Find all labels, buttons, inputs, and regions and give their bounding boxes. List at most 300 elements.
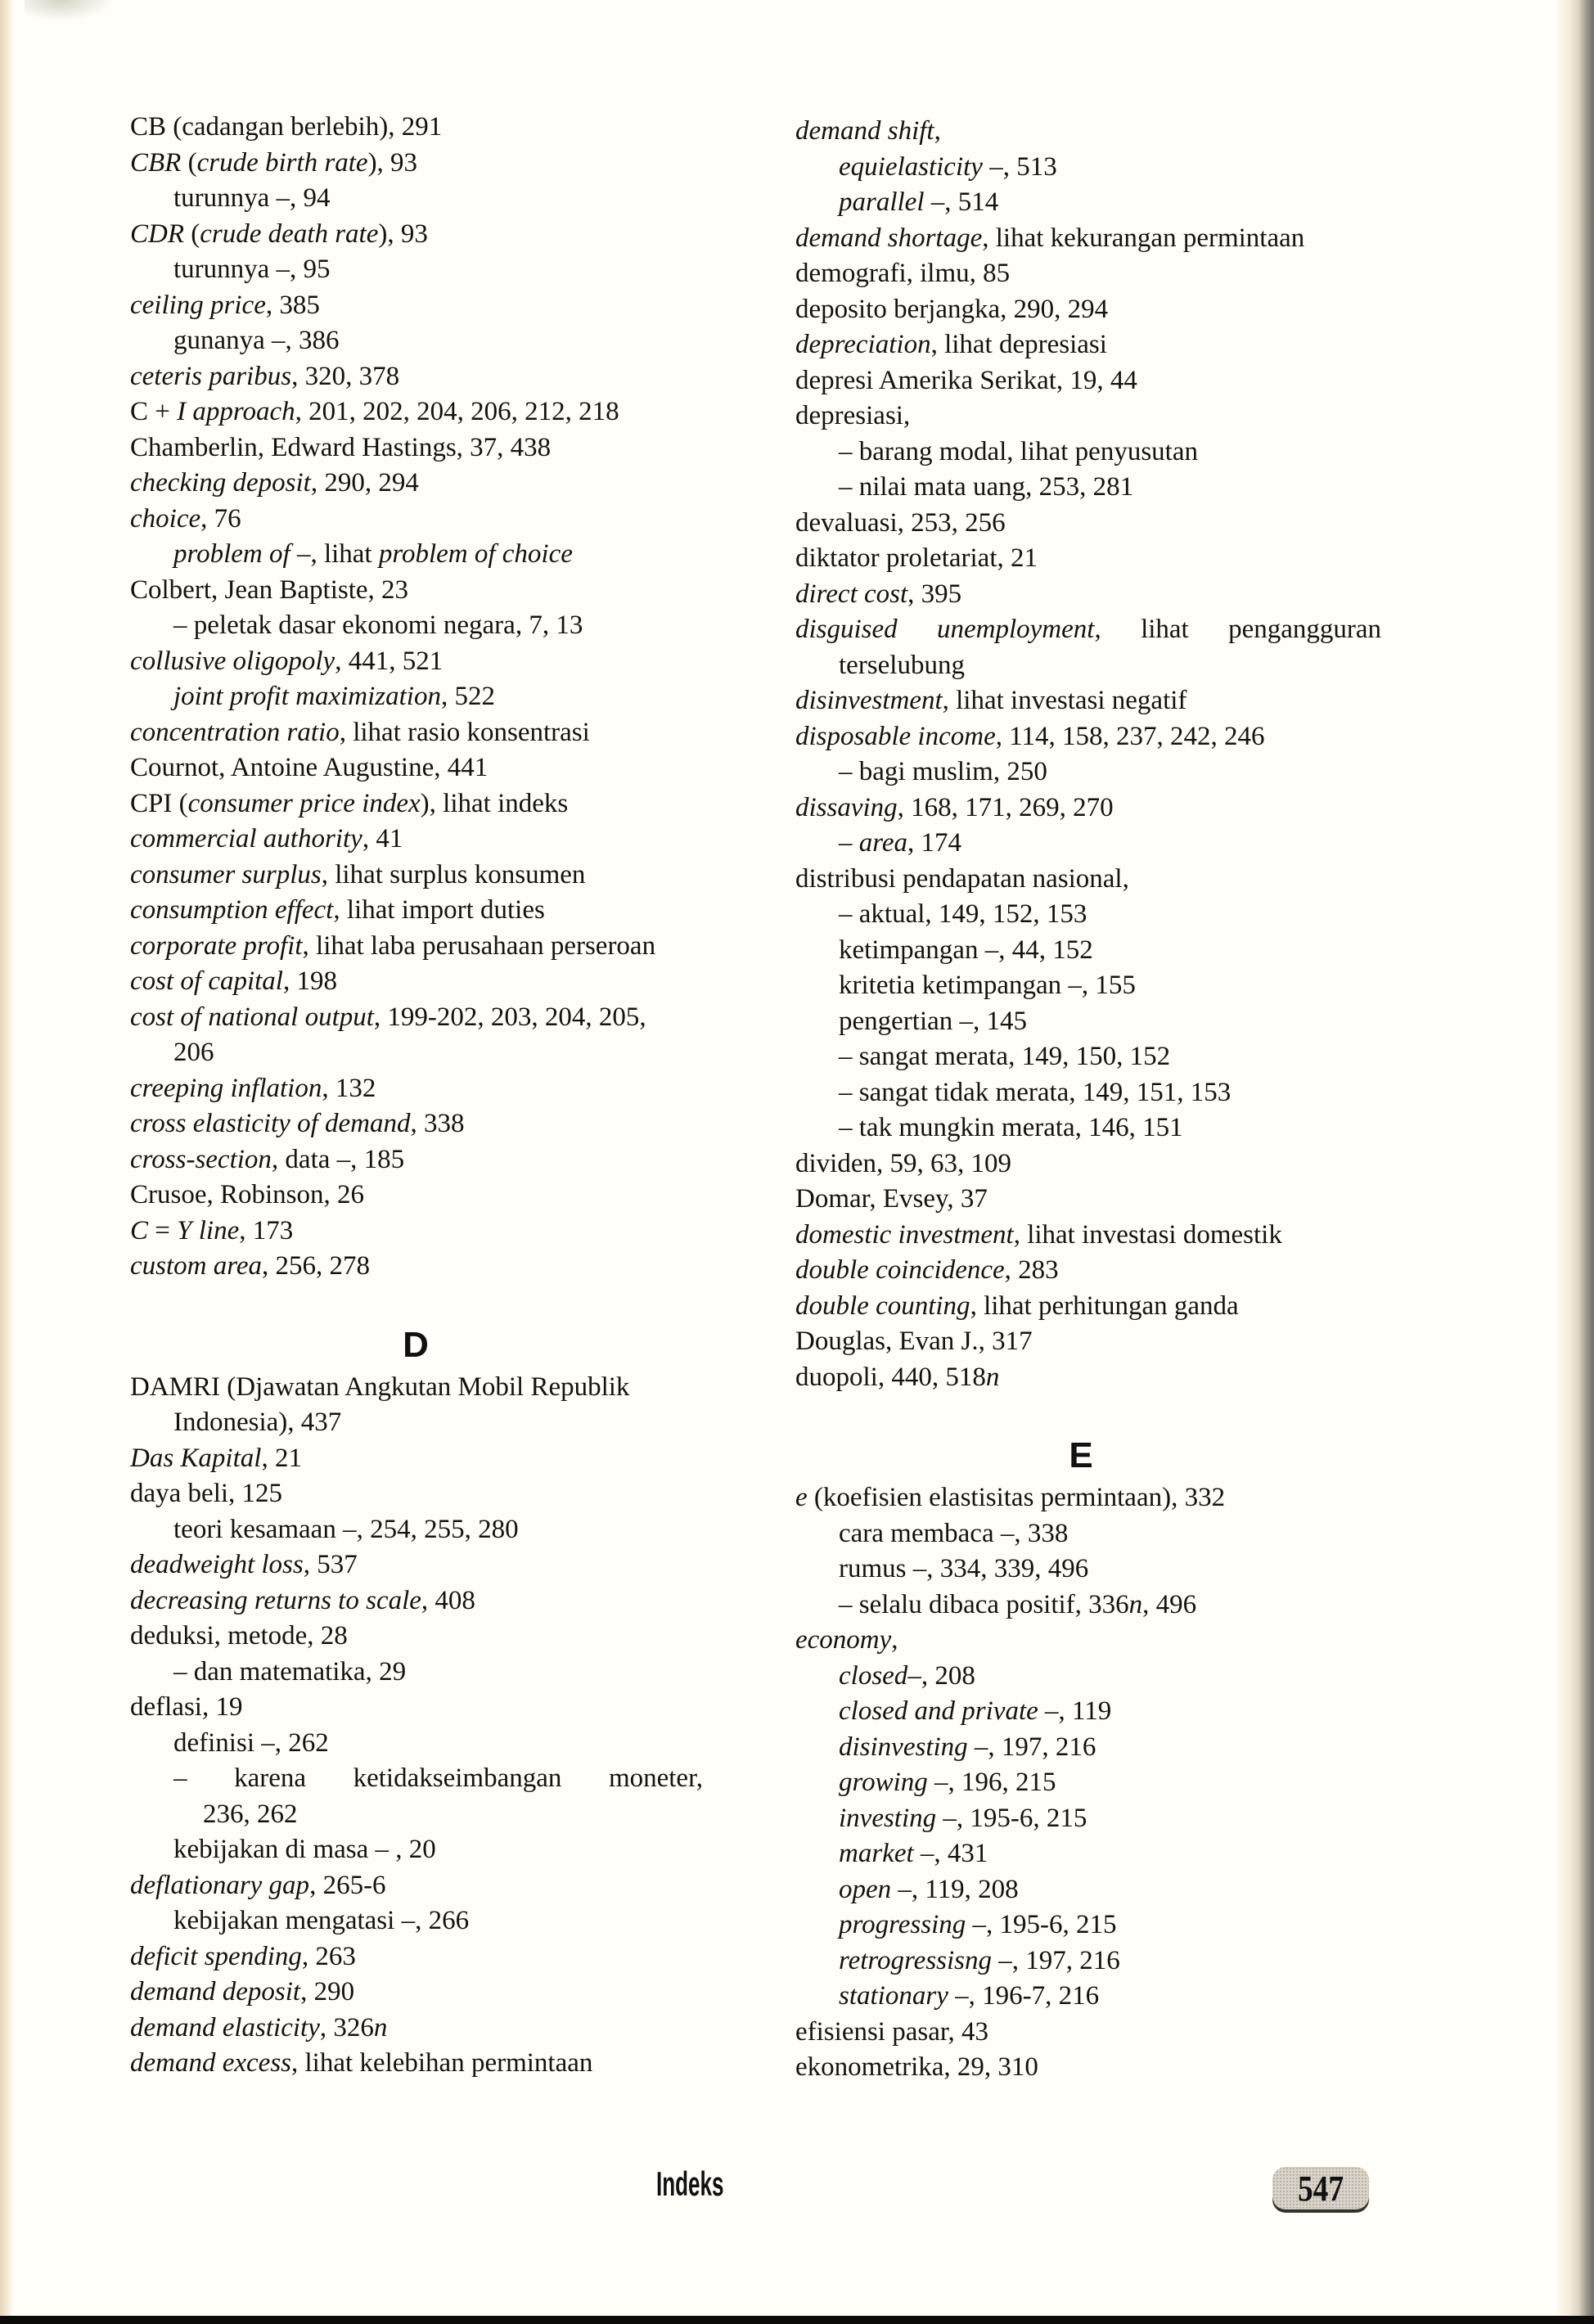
entry-term-italic: closed and private [839, 1696, 1038, 1726]
entry-term-italic: disposable income [795, 721, 996, 751]
entry-text: –, 195-6, 215 [936, 1803, 1087, 1833]
entry-text: , lihat rasio konsentrasi [339, 717, 590, 747]
index-subentry [130, 1726, 703, 1762]
entry-line [795, 363, 1381, 399]
entry-line [130, 1655, 703, 1691]
entry-text: kritetia ketimpangan –, 155 [839, 971, 1136, 1000]
entry-text: devaluasi, 253, 256 [795, 507, 1006, 538]
entry-term-italic: commercial authority [130, 824, 362, 853]
page-number-badge [1272, 2167, 1369, 2209]
entry-line [795, 327, 1381, 363]
entry-term-italic: retrogressisng [839, 1945, 993, 1975]
index-entry [795, 1253, 1381, 1289]
entry-text: , 290, 294 [310, 468, 419, 498]
scan-smudge [25, 0, 115, 21]
entry-text: – sangat merata, 149, 150, 152 [839, 1042, 1171, 1071]
entry-line [795, 1623, 1381, 1659]
entry-term-italic: dissaving [795, 792, 898, 822]
entry-text: duopoli, 440, 518 [795, 1362, 986, 1392]
entry-line [130, 466, 703, 502]
entry-text: Douglas, Evan J., 317 [795, 1326, 1033, 1356]
entry-text: Chamberlin, Edward Hastings, 37, 438 [130, 432, 552, 462]
entry-text: , data –, 185 [271, 1144, 405, 1174]
entry-line [130, 1249, 703, 1285]
entry-term-italic: deficit spending [130, 1941, 302, 1971]
entry-line [130, 679, 703, 715]
entry-text: deposito berjangka, 290, 294 [795, 294, 1109, 324]
entry-text: demografi, ilmu, 85 [795, 259, 1011, 288]
entry-text: , 41 [362, 824, 403, 853]
index-subentry [795, 1694, 1381, 1730]
entry-line [130, 394, 703, 430]
page-edge-right [1555, 0, 1594, 2316]
index-subentry [795, 1659, 1381, 1695]
entry-line [130, 573, 703, 609]
entry-text: 236, 262 [203, 1799, 298, 1829]
entry-text: , lihat depresiasi [930, 330, 1107, 359]
index-entry [130, 786, 703, 822]
entry-text: –, 196-7, 216 [948, 1981, 1100, 2011]
entry-text: CPI ( [130, 788, 188, 818]
entry-term-italic: area [858, 828, 908, 858]
entry-line [130, 1142, 703, 1178]
index-subentry [795, 1836, 1381, 1872]
entry-line [795, 683, 1381, 719]
entry-term-italic: economy [795, 1625, 892, 1655]
entry-line [130, 2046, 703, 2082]
entry-line [795, 2050, 1381, 2086]
entry-line [795, 1872, 1381, 1908]
entry-line [795, 612, 1381, 648]
entry-line [795, 541, 1381, 577]
index-entry [795, 327, 1381, 363]
entry-line [130, 750, 703, 786]
entry-text: deflasi, 19 [130, 1692, 243, 1722]
entry-term-italic: demand shift [795, 116, 934, 146]
index-subentry [795, 185, 1381, 221]
entry-line [130, 288, 703, 324]
entry-continuation-line [795, 648, 1381, 684]
index-subentry [795, 1979, 1381, 2015]
entry-line [130, 181, 703, 217]
entry-text: Crusoe, Robinson, 26 [130, 1180, 365, 1209]
entry-text: –, 197, 216 [967, 1732, 1096, 1762]
index-subentry [795, 150, 1381, 186]
index-entry [795, 114, 1381, 150]
index-subentry [795, 1872, 1381, 1908]
entry-text: –, 119, 208 [891, 1874, 1019, 1904]
entry-line [795, 754, 1381, 790]
index-entry [130, 1249, 703, 1285]
section-letter: D [403, 1324, 429, 1365]
entry-line [130, 1106, 703, 1142]
entry-term-italic: disinvesting [839, 1732, 968, 1762]
entry-term-italic: creeping inflation [130, 1073, 322, 1103]
entry-line [130, 1547, 703, 1583]
index-entry [130, 1071, 703, 1107]
entry-text: turunnya –, 94 [173, 183, 331, 213]
entry-line [795, 185, 1381, 221]
entry-text: – selalu dibaca positif, 336 [839, 1589, 1129, 1619]
entry-text: ), 93 [378, 218, 428, 249]
entry-term-italic: closed [839, 1660, 908, 1691]
entry-line [795, 1218, 1381, 1254]
index-subentry [130, 252, 703, 288]
entry-term-italic: CBR [130, 147, 182, 178]
entry-line [130, 430, 703, 466]
entry-line [130, 858, 703, 894]
entry-line [130, 822, 703, 858]
entry-term-italic: custom area [130, 1251, 263, 1281]
index-entry [130, 1547, 703, 1583]
entry-line [795, 1659, 1381, 1695]
entry-line [795, 1801, 1381, 1837]
index-entry [130, 1370, 703, 1441]
entry-text: , lihat import duties [333, 895, 545, 925]
entry-line [795, 1836, 1381, 1872]
entry-term-italic: Das Kapital [130, 1443, 262, 1473]
page-number: 547 [1297, 2169, 1344, 2209]
index-entry [795, 1182, 1381, 1218]
entry-term-italic: ceteris paribus [130, 361, 292, 391]
entry-term-italic: market [839, 1839, 914, 1868]
entry-text: , [934, 116, 941, 146]
page-edge-left [0, 0, 13, 2316]
index-entry [795, 790, 1381, 826]
entry-line [795, 150, 1381, 186]
entry-line [795, 1516, 1381, 1552]
entry-text: kebijakan mengatasi –, 266 [173, 1906, 470, 1935]
entry-line [795, 1004, 1381, 1040]
entry-term-italic: cost of capital [130, 966, 283, 996]
entry-text: , 320, 378 [291, 361, 400, 391]
entry-text: definisi –, 262 [173, 1727, 329, 1758]
index-column-left [130, 110, 703, 2082]
entry-line [130, 1370, 703, 1406]
entry-text: efisiensi pasar, 43 [795, 2016, 989, 2047]
entry-term-italic: disguised unemployment [795, 615, 1095, 644]
index-subentry [130, 1761, 703, 1832]
entry-text: deduksi, metode, 28 [130, 1621, 348, 1651]
entry-line [130, 1761, 703, 1797]
entry-term-italic: choice [130, 503, 201, 534]
index-entry [795, 577, 1381, 613]
index-entry [130, 288, 703, 324]
index-entry [795, 1324, 1381, 1360]
index-entry [130, 430, 703, 466]
entry-text: – aktual, 149, 152, 153 [839, 899, 1087, 929]
entry-term-italic: stationary [839, 1981, 948, 2011]
entry-text: –, 196, 215 [927, 1768, 1056, 1797]
entry-text: CB (cadangan berlebih), 291 [130, 112, 443, 142]
entry-text: – peletak dasar ekonomi negara, 7, 13 [173, 610, 583, 640]
entry-text: , 326 [319, 2012, 374, 2043]
entry-text: DAMRI (Djawatan Angkutan Mobil Republik [130, 1371, 630, 1402]
entry-text: , 114, 158, 237, 242, 246 [995, 721, 1265, 751]
entry-line [130, 1975, 703, 2011]
entry-line [130, 359, 703, 395]
entry-line [795, 1730, 1381, 1766]
entry-term-italic: Y line [177, 1215, 240, 1245]
index-subentry [130, 181, 703, 217]
entry-term-italic: investing [839, 1803, 937, 1833]
entry-line [795, 2015, 1381, 2051]
entry-text: , 522 [440, 682, 495, 711]
index-entry [795, 2050, 1381, 2086]
entry-term-italic: consumer surplus [130, 859, 322, 890]
entry-line [130, 2011, 703, 2047]
index-entry [130, 502, 703, 538]
entry-text: , lihat investasi domestik [1013, 1219, 1282, 1250]
index-subentry [795, 1588, 1381, 1624]
entry-continuation-line [130, 1405, 703, 1441]
index-entry [795, 1146, 1381, 1182]
index-entry [130, 964, 703, 1000]
entry-text: , lihat surplus konsumen [321, 859, 586, 890]
entry-term-italic: joint profit maximization [173, 682, 441, 711]
index-subentry [130, 679, 703, 715]
entry-term-italic: equielasticity [839, 151, 983, 182]
entry-text: pengertian –, 145 [839, 1006, 1028, 1036]
entry-line [130, 893, 703, 929]
entry-text: , lihat laba perusahaan perseroan [302, 930, 656, 961]
entry-line [795, 1146, 1381, 1182]
entry-text: 206 [173, 1038, 214, 1067]
index-entry [795, 541, 1381, 577]
index-subentry [795, 1801, 1381, 1837]
index-subentry [795, 1943, 1381, 1979]
entry-term-italic: demand deposit [130, 1977, 301, 2006]
index-entry [130, 1142, 703, 1178]
index-entry [130, 644, 703, 680]
index-entry [130, 1975, 703, 2011]
entry-term-italic: open [839, 1874, 892, 1904]
entry-text: , 198 [282, 966, 337, 996]
index-subentry [795, 1110, 1381, 1146]
entry-text: Cournot, Antoine Augustine, 441 [130, 753, 489, 782]
entry-text: –, 514 [924, 187, 999, 217]
section-letter: E [1069, 1435, 1093, 1475]
entry-term-italic: I approach [177, 397, 295, 426]
entry-text: , 263 [301, 1941, 356, 1971]
entry-term-italic: cross-section [130, 1144, 272, 1174]
entry-term-italic: cost of national output [130, 1002, 374, 1032]
entry-term-italic: ceiling price [130, 290, 266, 320]
entry-text: , 174 [907, 828, 962, 858]
index-entry [130, 858, 703, 894]
entry-line [130, 1476, 703, 1512]
entry-text: , 290 [300, 1977, 355, 2006]
entry-text: depresiasi, [795, 401, 911, 430]
entry-text: , 338 [410, 1109, 465, 1138]
index-subentry [795, 897, 1381, 933]
entry-text: Domar, Evsey, 37 [795, 1184, 988, 1214]
index-subentry [795, 1730, 1381, 1766]
index-entry [795, 292, 1381, 328]
index-entry [795, 719, 1381, 755]
entry-text: , lihat kekurangan permintaan [982, 223, 1305, 253]
index-entry [795, 1218, 1381, 1254]
entry-text: ketimpangan –, 44, 152 [839, 935, 1093, 965]
entry-text: , lihat perhitungan ganda [970, 1290, 1239, 1321]
index-entry [130, 1583, 703, 1619]
entry-term-italic: corporate profit [130, 930, 303, 961]
entry-text: rumus –, 334, 339, 496 [839, 1554, 1089, 1583]
entry-text: , lihat kelebihan permintaan [291, 2048, 593, 2078]
section-heading [130, 1285, 701, 1370]
entry-line [795, 1360, 1381, 1396]
entry-text: , 395 [907, 579, 962, 609]
index-subentry [130, 1655, 703, 1691]
entry-text: , lihat investasi negatif [942, 686, 1187, 715]
index-entry [130, 822, 703, 858]
entry-line [795, 292, 1381, 328]
entry-term-italic: parallel [839, 187, 925, 217]
entry-term-italic: n [1128, 1589, 1143, 1619]
index-subentry [795, 1039, 1381, 1075]
index-subentry [795, 1907, 1381, 1943]
index-entry [795, 612, 1381, 683]
entry-term-italic: consumption effect [130, 895, 334, 925]
entry-text: , 201, 202, 204, 206, 212, 218 [295, 397, 619, 426]
entry-line [130, 323, 703, 359]
index-subentry [795, 1516, 1381, 1552]
entry-line [130, 252, 703, 288]
entry-line [795, 470, 1381, 506]
index-subentry [795, 826, 1381, 862]
entry-text: , 283 [1004, 1255, 1059, 1285]
entry-text: , 199-202, 203, 204, 205, [373, 1002, 646, 1032]
entry-text: teori kesamaan –, 254, 255, 280 [173, 1514, 519, 1544]
index-entry [795, 1623, 1381, 1659]
index-entry [130, 466, 703, 502]
index-subentry [795, 1075, 1381, 1111]
entry-text: , 173 [239, 1215, 294, 1245]
index-entry [130, 929, 703, 965]
entry-text: –, 513 [982, 151, 1057, 182]
entry-line [795, 1289, 1381, 1325]
entry-term-italic: progressing [839, 1910, 966, 1939]
index-entry [130, 2046, 703, 2082]
index-entry [130, 1619, 703, 1655]
entry-line [795, 256, 1381, 292]
entry-line [795, 719, 1381, 755]
index-subentry [130, 1903, 703, 1939]
entry-text: – karena ketidakseimbangan moneter, [173, 1763, 703, 1793]
entry-line [130, 1178, 703, 1214]
index-entry [130, 359, 703, 395]
entry-term-italic: decreasing returns to scale [130, 1585, 421, 1615]
entry-text: –, 431 [913, 1839, 988, 1868]
entry-text: Colbert, Jean Baptiste, 23 [130, 574, 409, 605]
entry-text: distribusi pendapatan nasional, [795, 863, 1129, 894]
entry-line [795, 221, 1381, 257]
entry-line [130, 1512, 703, 1548]
index-entry [130, 1000, 703, 1071]
entry-text: diktator proletariat, 21 [795, 543, 1038, 573]
index-column-right [795, 114, 1381, 2086]
entry-line [130, 1583, 703, 1619]
entry-line [795, 1765, 1381, 1801]
entry-text: –, 119 [1038, 1696, 1112, 1726]
entry-line [795, 1253, 1381, 1289]
entry-text: –, 208 [907, 1660, 975, 1691]
entry-text: , 132 [322, 1073, 376, 1103]
entry-text: dividen, 59, 63, 109 [795, 1148, 1011, 1178]
index-subentry [130, 1512, 703, 1548]
entry-term-italic: checking deposit [130, 468, 311, 498]
entry-text: ekonometrika, 29, 310 [795, 2052, 1038, 2082]
entry-term-italic: double coincidence [795, 1255, 1005, 1285]
entry-text: –, lihat [290, 539, 379, 569]
entry-line [795, 1588, 1381, 1624]
entry-text: Indonesia), 437 [173, 1407, 342, 1437]
entry-line [795, 1480, 1381, 1516]
entry-line [795, 114, 1381, 150]
entry-text: (koefisien elastisitas permintaan), 332 [807, 1483, 1226, 1512]
entry-text: – [839, 828, 859, 858]
index-subentry [130, 323, 703, 359]
entry-line [130, 715, 703, 751]
index-entry [130, 217, 703, 253]
index-subentry [795, 470, 1381, 506]
entry-line [130, 1071, 703, 1107]
index-entry [795, 363, 1381, 399]
entry-text: , 21 [261, 1443, 302, 1473]
entry-text: ( [184, 218, 200, 249]
index-entry [130, 1178, 703, 1214]
entry-term-italic: problem of choice [378, 539, 573, 569]
index-entry [130, 573, 703, 609]
running-footer-title: Indeks [656, 2164, 724, 2203]
index-subentry [795, 968, 1381, 1004]
entry-text: , 537 [303, 1550, 358, 1579]
entry-line [130, 1441, 703, 1477]
entry-line [795, 506, 1381, 542]
entry-term-italic: cross elasticity of demand [130, 1109, 411, 1138]
entry-continuation-line [130, 1035, 703, 1071]
index-entry [130, 1476, 703, 1512]
entry-line [130, 146, 703, 182]
entry-line [130, 929, 703, 965]
entry-line [130, 537, 703, 573]
entry-line [130, 502, 703, 538]
entry-text: – nilai mata uang, 253, 281 [839, 472, 1134, 502]
entry-term-italic: concentration ratio [130, 717, 340, 747]
entry-text: , 76 [200, 503, 241, 534]
entry-term-italic: crude death rate [200, 218, 379, 249]
index-entry [795, 256, 1381, 292]
index-subentry [795, 435, 1381, 471]
entry-text: , 168, 171, 269, 270 [897, 792, 1114, 822]
entry-line [130, 964, 703, 1000]
index-subentry [795, 933, 1381, 969]
entry-line [795, 1907, 1381, 1943]
entry-term-italic: crude birth rate [196, 147, 368, 178]
entry-text: ), 93 [367, 147, 418, 178]
entry-term-italic: demand elasticity [130, 2012, 320, 2043]
entry-line [795, 968, 1381, 1004]
entry-term-italic: depreciation [795, 330, 931, 359]
entry-text: cara membaca –, 338 [839, 1518, 1069, 1548]
entry-text: , [891, 1625, 898, 1655]
index-entry [795, 862, 1381, 898]
index-entry [795, 683, 1381, 719]
entry-line [130, 1832, 703, 1868]
entry-term-italic: n [985, 1362, 1000, 1392]
section-heading [795, 1395, 1367, 1480]
index-entry [130, 1214, 703, 1250]
